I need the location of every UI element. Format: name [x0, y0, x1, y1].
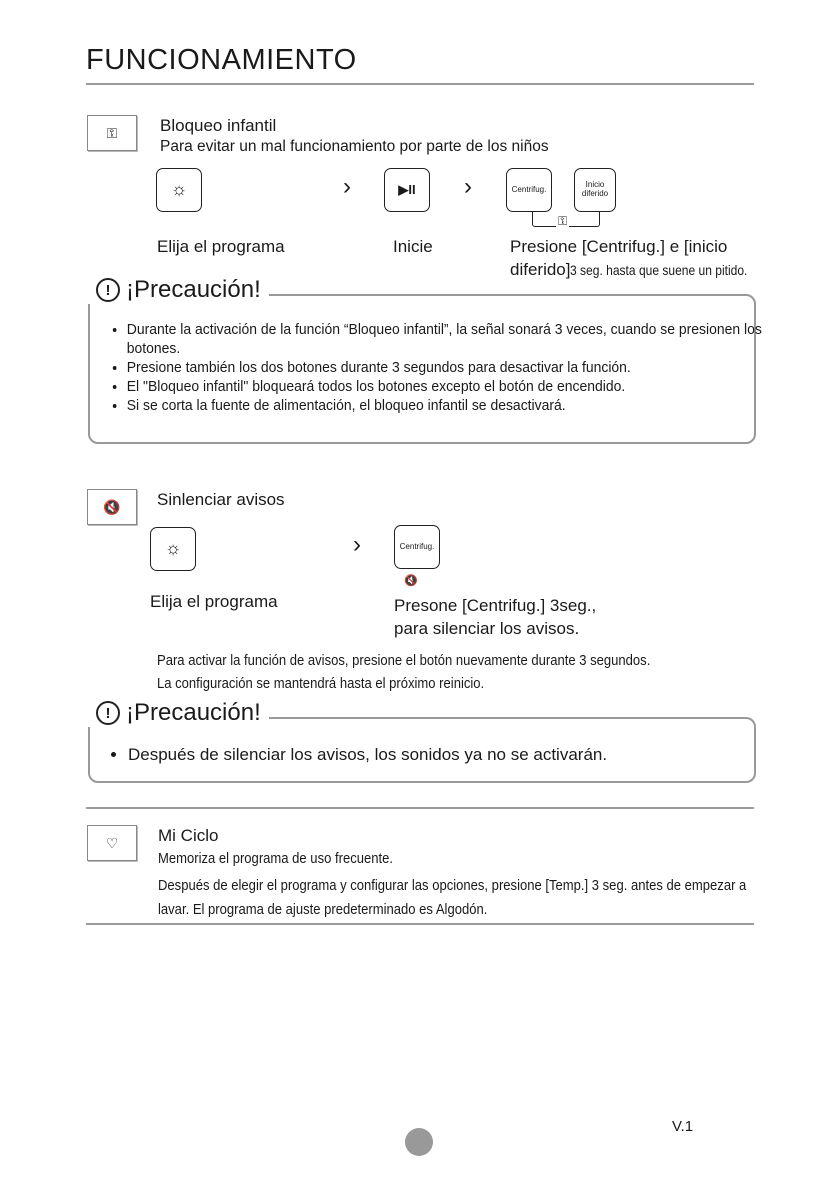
- section-text: Memoriza el programa de uso frecuente.: [158, 851, 394, 867]
- chevron-right-icon: ›: [464, 173, 472, 200]
- spin-button: Centrifug.: [394, 525, 440, 569]
- divider: [86, 807, 754, 809]
- exclamation-icon: !: [96, 278, 120, 302]
- step-label: Presone [Centrifug.] 3seg.,: [394, 596, 597, 615]
- section-subtitle: Para evitar un mal funcionamiento por parte de los niños: [160, 138, 549, 155]
- caution-item: • Presione también los dos botones durante 3 segundos para desactivar la función.: [127, 358, 769, 377]
- chevron-right-icon: ›: [343, 173, 351, 200]
- version-label: V.1: [672, 1118, 694, 1135]
- play-pause-button: ▶II: [384, 168, 430, 212]
- section-text: Después de elegir el programa y configurar las opciones, presione [Temp.] 3 seg. antes de empezar a lavar. El programa de ajuste predeterminado es Algodón.: [158, 878, 747, 918]
- step-label: Elija el programa: [150, 592, 278, 611]
- section-heading: Bloqueo infantil: [160, 116, 277, 135]
- note-text: Para activar la función de avisos, presione el botón nuevamente durante 3 segundos. La configuración se mantendrá hasta el próximo reinicio.: [157, 653, 651, 692]
- mute-icon: 🔇: [404, 575, 418, 587]
- step-label: Inicie: [393, 237, 433, 256]
- child-lock-icon: ⚿: [87, 115, 137, 151]
- divider: [86, 923, 754, 925]
- section-heading: Sinlenciar avisos: [157, 490, 285, 509]
- page-title: FUNCIONAMIENTO: [86, 44, 357, 76]
- exclamation-icon: !: [96, 701, 120, 725]
- delay-start-button: Inicio diferido: [574, 168, 616, 212]
- mute-icon: 🔇: [87, 489, 137, 525]
- step-label: para silenciar los avisos.: [394, 619, 580, 638]
- chevron-right-icon: ›: [353, 531, 361, 558]
- step-label: Elija el programa: [157, 237, 285, 256]
- caution-title: [88, 276, 269, 304]
- program-dial-button: ☼: [150, 527, 196, 571]
- heart-icon: ♡: [87, 825, 137, 861]
- caution-title-text: ¡Precaución!: [126, 276, 261, 303]
- caution-item: • El "Bloqueo infantil" bloqueará todos los botones excepto el botón de encendido.: [127, 377, 769, 396]
- program-dial-button: ☼: [156, 168, 202, 212]
- caution-item: • Si se corta la fuente de alimentación, el bloqueo infantil se desactivará.: [127, 396, 769, 415]
- page-number-badge: [405, 1128, 433, 1156]
- step-text: diferido]: [510, 260, 571, 279]
- caution-title-text: ¡Precaución!: [126, 699, 261, 726]
- step-text: 3 seg. hasta que suene un pitido.: [570, 262, 748, 278]
- caution-box: [88, 699, 756, 783]
- caution-title: [88, 699, 269, 727]
- caution-box: [88, 276, 762, 444]
- section-heading: Mi Ciclo: [158, 826, 219, 845]
- spin-button: Centrifug.: [506, 168, 552, 212]
- caution-item: • Después de silenciar los avisos, los sonidos ya no se activarán.: [128, 745, 768, 764]
- caution-item: • Durante la activación de la función “Bloqueo infantil”, la señal sonará 3 veces, cuando se presionen los botones.: [127, 320, 769, 358]
- child-lock-icon: ⚿: [558, 214, 568, 228]
- step-label: Presione [Centrifug.] e [inicio: [510, 237, 728, 256]
- step-label-cont: [510, 260, 777, 280]
- divider: [86, 83, 754, 85]
